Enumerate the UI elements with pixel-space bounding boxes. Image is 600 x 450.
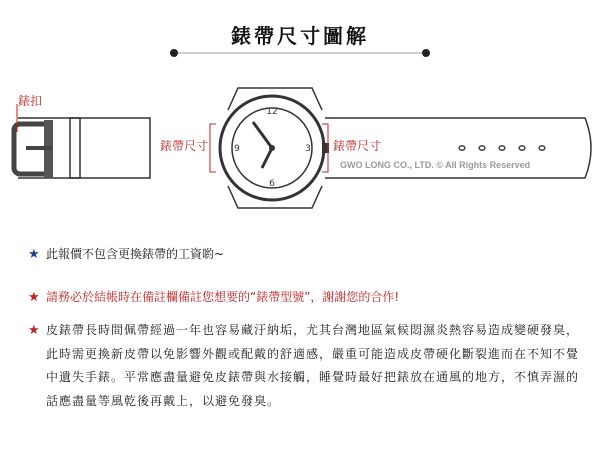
strap-holes [459, 146, 545, 150]
page-title: 錶帶尺寸圖解 [231, 24, 369, 48]
dial-number-12: 12 [266, 107, 278, 117]
note-leather-care [28, 319, 588, 413]
right-strap-size-label: 錶帶尺寸 [333, 139, 382, 153]
star-icon: ★ [28, 290, 40, 305]
note-text: 皮錶帶長時間佩帶經過一年也容易藏汙納垢，尤其台灣地區氣候悶濕炎熱容易造成變硬發臭，此時需更換新皮帶以免影響外觀或配戴的舒適感，嚴重可能造成皮帶硬化斷裂進而在不知不覺中遺失手錶。平常應盡量避免皮錶帶與水接觸，睡覺時最好把錶放在通風的地方，不慎弄濕的話應盡量等風乾後再戴上，以避免發臭。 [46, 323, 580, 408]
strap-size-diagram [0, 70, 600, 220]
dial-number-6: 6 [269, 179, 275, 189]
buckle-label: 錶扣 [18, 94, 43, 108]
copyright-text: GWO LONG CO., LTD. © All Rights Reserved [340, 160, 531, 170]
divider-dot-right [422, 49, 430, 57]
hand-pivot [269, 145, 275, 151]
divider-dot-left [170, 49, 178, 57]
star-icon: ★ [28, 247, 40, 262]
watch-illustration [0, 70, 600, 220]
left-strap-size-label: 錶帶尺寸 [160, 139, 209, 153]
note-order-remark [28, 286, 588, 310]
note-text: 請務必於結帳時在備註欄備註您想要的“錶帶型號”，謝謝您的合作! [46, 290, 400, 304]
note-text: 此報價不包含更換錶帶的工資喲~ [46, 247, 225, 261]
strap-keeper [70, 118, 80, 178]
star-icon: ★ [28, 323, 40, 338]
dial-number-3: 3 [305, 144, 311, 154]
note-no-labor [28, 243, 588, 267]
left-width-bracket [210, 124, 216, 172]
dial-number-9: 9 [234, 144, 240, 154]
title-divider [174, 52, 426, 54]
